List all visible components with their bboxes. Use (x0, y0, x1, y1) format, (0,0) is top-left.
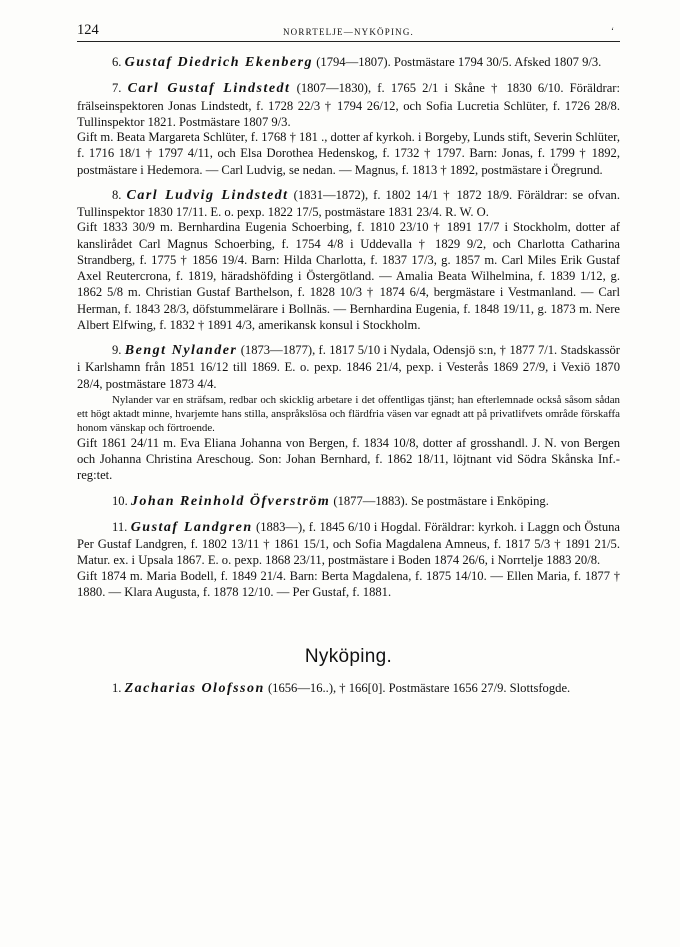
entry-text: (1656—16..), † 166[0]. Postmästare 1656 27/9. Slottsfogde. (267, 681, 571, 695)
biography-note: Nylander var en sträfsam, redbar och skicklig arbetare i det offentligas tjänst; han efterlemnade också såsom sådan ett högt aktadt minne, hvarjemte hans stilla, anspråkslösa och flärdfria väsen var egnadt att på privatlifvets område förskaffa honom vänskap och förtroende. (77, 393, 620, 434)
corner-mark: ‘ (611, 26, 614, 36)
entry-text: (1873—1877), f. 1817 5/10 i Nydala, Odensjö s:n, † 1877 7/1. Stadskassör i Karlshamn från 1851 16/12 till 1869. E. o. pexp. 1846 21/4, pexp. i Vesterås 1869 27/9, i Vexiö 1870 28/4, postmästare 1873 4/4. (77, 343, 621, 391)
entry-8 (77, 187, 620, 333)
entry-number: 9. (112, 343, 122, 357)
person-name: Carl Ludvig Lindstedt (126, 187, 289, 203)
person-name: Gustaf Landgren (130, 519, 253, 535)
entry-number: 11. (112, 519, 128, 534)
entry-10 (77, 493, 620, 510)
marriage-paragraph: Gift 1861 24/11 m. Eva Eliana Johanna von Bergen, f. 1834 10/8, dotter af grosshandl. J. N. von Bergen och Johanna Christina Areschoug. Son: Johan Bernhard, f. 1862 18/11, löjtnant vid Södra Skånska Inf.-reg:tet. (77, 435, 620, 483)
entry-number: 8. (112, 187, 122, 202)
entry-text: (1883—), f. 1845 6/10 i Hogdal. Föräldrar: kyrkoh. i Laggn och Östuna Per Gustaf Landgren, f. 1802 13/11 † 1861 15/1, och Sofia Magdalena Amneus, f. 1817 5/3 † 1891 21/5. Matur. ex. i Upsala 1867. E. o. pexp. 1868 23/11, postmästare i Boden 1874 26/6, i Norrtelje 1883 20/8. (77, 519, 621, 568)
entry-text: (1807—1830), f. 1765 2/1 i Skåne † 1830 6/10. Föräldrar: frälseinspektoren Jonas Lindstedt, f. 1728 22/3 † 1794 26/12, och Sofia Lucretia Schlüter, f. 1726 28/8. Tullinspektor 1821. Postmästare 1807 9/3. (77, 81, 620, 129)
entry-text: (1794—1807). Postmästare 1794 30/5. Afsked 1807 9/3. (316, 55, 602, 69)
section-title: Nyköping. (304, 646, 393, 667)
entry-7 (77, 80, 620, 178)
marriage-paragraph: Gift m. Beata Margareta Schlüter, f. 1768 † 181 ., dotter af kyrkoh. i Borgeby, Lunds stift, Severin Schlüter, f. 1716 18/1 † 1797 4/11, och Elsa Dorothea Hedenskog, f. 1732 † 1797. Barn: Jonas, f. 1799 † 1892, postmästare i Hedemora. — Carl Ludvig, se nedan. — Magnus, f. 1813 † 1892, postmästare i Öregrund. (77, 130, 620, 177)
page-number: 124 (77, 22, 99, 38)
running-head: NORRTELJE—NYKÖPING. (282, 27, 414, 37)
entry-11 (77, 519, 620, 600)
page-header (77, 22, 620, 40)
entry-number: 1. (112, 681, 122, 695)
entry-9 (77, 342, 620, 484)
entry-text: (1877—1883). Se postmästare i Enköping. (333, 493, 549, 508)
entry-number: 6. (112, 55, 122, 69)
entry-text: (1831—1872), f. 1802 14/1 † 1872 18/9. Föräldrar: se ofvan. Tullinspektor 1830 17/11. E. o. pexp. 1822 17/5, postmästare 1831 23/4. R. W. O. (77, 187, 620, 219)
entry-6 (77, 54, 620, 71)
entry-number: 7. (112, 81, 122, 96)
nykoping-entry-1 (77, 680, 620, 697)
header-rule (77, 41, 620, 42)
marriage-paragraph: Gift 1874 m. Maria Bodell, f. 1849 21/4. Barn: Berta Magdalena, f. 1875 14/10. — Ellen Maria, f. 1877 † 1880. — Klara Augusta, f. 1878 12/10. — Per Gustaf, f. 1881. (77, 568, 620, 599)
person-name: Gustaf Diedrich Ekenberg (124, 55, 314, 70)
person-name: Carl Gustaf Lindstedt (127, 81, 291, 97)
marriage-paragraph: Gift 1833 30/9 m. Bernhardina Eugenia Schoerbing, f. 1810 23/10 † 1891 17/7 i Stockholm, dotter af kanslirådet Carl Magnus Schoerbing, f. 1754 4/8 i Uddevalla † 1829 9/2, och Charlotta Catharina Strandberg, f. 1775 † 1856 19/4. Barn: Hilda Charlotta, f. 1837 17/3, g. 1857 m. Carl Miles Erik Gustaf Axel Reutercrona, f. 1819, häradshöfding i Östergötland. — Amalia Beata Wilhelmina, f. 1839 1/12, g. 1862 5/8 m. Christian Gustaf Barthelson, f. 1828 10/3 † 1874 6/4, bergmästare i Vestmanland. — Carl Herman, f. 1843 28/3, döfstummelärare i Bollnäs. — Bernhardina Eugenia, f. 1848 19/11, g. 1873 m. Nere Albert Elfwing, f. 1832 † 1891 4/3, amerikansk konsul i Stockholm. (77, 220, 620, 332)
person-name: Zacharias Olofsson (124, 681, 265, 696)
person-name: Johan Reinhold Öfverström (130, 493, 331, 509)
person-name: Bengt Nylander (124, 343, 238, 358)
entry-number: 10. (112, 493, 128, 508)
